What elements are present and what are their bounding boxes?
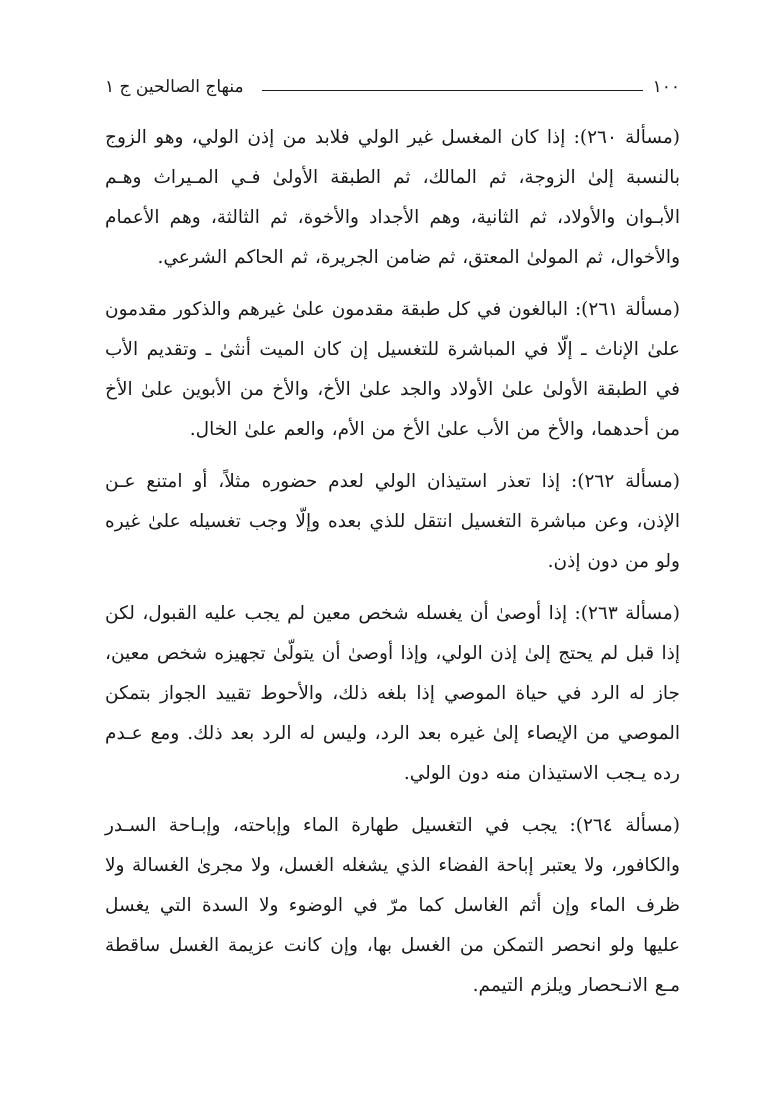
paragraph-issue-262: (مسألة ٢٦٢): إذا تعذر استيذان الولي لعدم حضوره مثلاً، أو امتنع عـن الإذن، وعن مباشرة التغسيل انتقل للذي بعده وإلّا وجب تغسيله علىٰ غيره ولو من دون إذن. xyxy=(105,471,680,572)
paragraph-issue-264: (مسألة ٢٦٤): يجب في التغسيل طهارة الماء وإباحته، وإبـاحة السـدر والكافور، ولا يعتبر إباحة الفضاء الذي يشغله الغسل، ولا مجرىٰ الغسالة ولا ظرف الماء وإن أثم الغاسل كما مرّ في الوضوء ولا السدة التي يغسل عليها ولو انحصر التمكن من الغسل بها، وإن كانت عزيمة الغسل ساقطة مـع الانـحصار ويلزم التيمم. xyxy=(105,815,681,996)
book-title: منهاج الصالحين ج ١ xyxy=(105,77,244,97)
paragraph-issue-260: (مسألة ٢٦٠): إذا كان المغسل غير الولي فلابد من إذن الولي، وهو الزوج بالنسبة إلىٰ الزوجة، ثم المالك، ثم الطبقة الأولىٰ فـي المـيراث وهـم الأبـوان والأولاد، ثم الثانية، وهم الأجداد والأخوة، ثم الثالثة، وهم الأعمام والأخوال، ثم المولىٰ المعتق، ثم ضامن الجريرة، ثم الحاكم الشرعي. xyxy=(105,127,680,268)
page-number: ١٠٠ xyxy=(652,77,680,97)
page-body xyxy=(105,118,680,1018)
paragraph-issue-263: (مسألة ٢٦٣): إذا أوصىٰ أن يغسله شخص معين لم يجب عليه القبول، لكن إذا قبل لم يحتج إلىٰ إذن الولي، وإذا أوصىٰ أن يتولّىٰ تجهيزه شخص معين، جاز له الرد في حياة الموصي إذا بلغه ذلك، والأحوط تقييد الجواز بتمكن الموصي من الإيصاء إلىٰ غيره بعد الرد، وليس له الرد بعد ذلك. ومع عـدم رده يـجب الاستيذان منه دون الولي. xyxy=(105,603,680,784)
running-header xyxy=(105,72,680,102)
paragraph-issue-261: (مسألة ٢٦١): البالغون في كل طبقة مقدمون علىٰ غيرهم والذكور مقدمون علىٰ الإناث ـ إلّا في المباشرة للتغسيل إن كان الميت أنثىٰ ـ وتقديم الأب في الطبقة الأولىٰ علىٰ الأولاد والجد علىٰ الأخ، والأخ من الأبوين علىٰ الأخ من أحدهما، والأخ من الأب علىٰ الأخ من الأم، والعم علىٰ الخال. xyxy=(105,299,681,440)
header-rule xyxy=(262,90,643,91)
